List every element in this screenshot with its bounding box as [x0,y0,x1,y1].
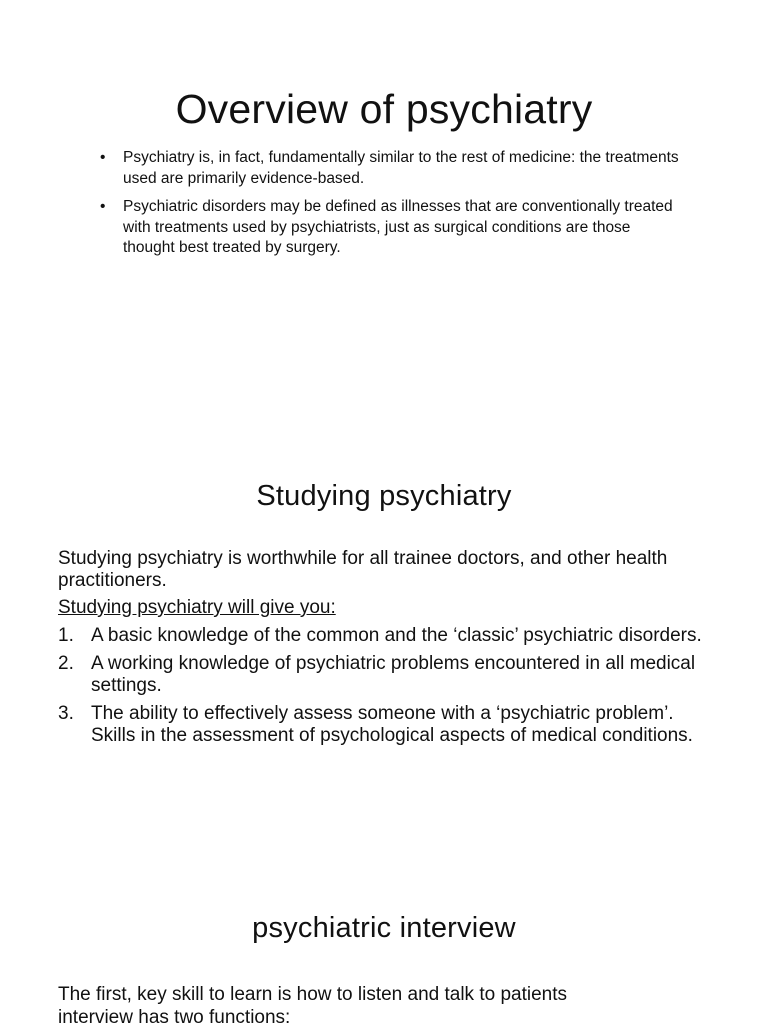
numbered-item [58,703,708,746]
bullet-marker: • [100,149,106,166]
numbered-item [58,653,708,696]
numbered-item [58,625,708,647]
interview-text [58,983,738,1024]
studying-intro: Studying psychiatry is worthwhile for all trainee doctors, and other health practitioners. [58,548,668,591]
bullet-item [100,197,680,259]
item-text: A working knowledge of psychiatric problems encountered in all medical settings. [91,653,696,696]
studying-body [58,548,708,753]
interview-line: The first, key skill to learn is how to listen and talk to patients [58,984,568,1005]
item-text: A basic knowledge of the common and the ‘classic’ psychiatric disorders. [91,624,702,646]
item-number: 3. [58,703,74,724]
studying-numbered-list [58,625,708,747]
bullet-marker: • [100,198,106,215]
studying-subheading: Studying psychiatry will give you: [58,597,336,618]
bullet-text: Psychiatry is, in fact, fundamentally similar to the rest of medicine: the treatments used are primarily evidence-based. [123,149,679,187]
slide-title-studying: Studying psychiatry [256,480,512,512]
slide-title-interview: psychiatric interview [252,912,516,944]
item-number: 1. [58,624,74,646]
bullet-text: Psychiatric disorders may be defined as illnesses that are conventionally treated with treatments used by psychiatrists, just as surgical conditions are those thought best treated by surgery. [123,198,673,256]
bullet-item [100,148,680,189]
slide-title-overview: Overview of psychiatry [175,86,593,132]
overview-bullet-list [100,148,680,267]
item-number: 2. [58,653,74,674]
interview-line: interview has two functions: [58,1007,291,1024]
item-text: The ability to effectively assess someone with a ‘psychiatric problem’. Skills in the assessment of psychological aspects of medical conditions. [91,703,693,746]
